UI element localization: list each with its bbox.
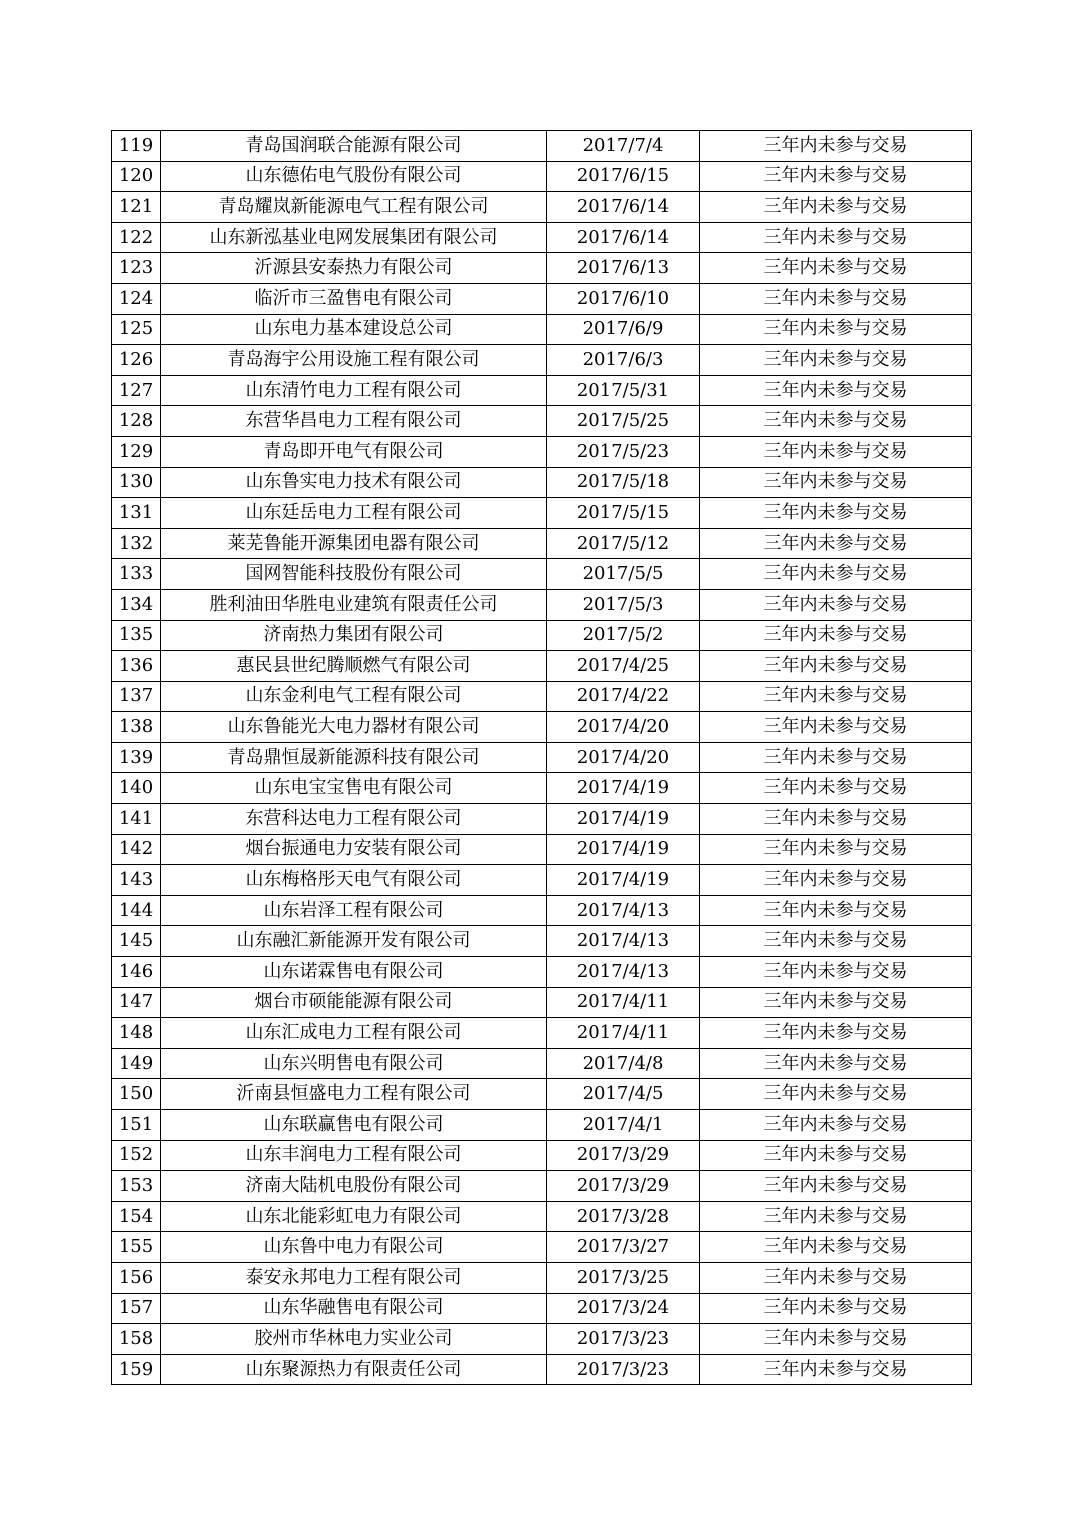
status-cell: 三年内未参与交易 [700,1354,972,1385]
status-cell: 三年内未参与交易 [700,1048,972,1079]
company-name-cell: 山东北能彩虹电力有限公司 [161,1201,547,1232]
date-cell: 2017/4/22 [547,681,700,712]
date-cell: 2017/4/13 [547,895,700,926]
status-cell: 三年内未参与交易 [700,589,972,620]
company-name-cell: 山东联赢售电有限公司 [161,1110,547,1141]
table-row [112,375,972,406]
row-number-cell: 157 [112,1293,161,1324]
status-cell: 三年内未参与交易 [700,345,972,376]
row-number-cell: 126 [112,345,161,376]
date-cell: 2017/5/31 [547,375,700,406]
company-name-cell: 山东兴明售电有限公司 [161,1048,547,1079]
company-name-cell: 山东德佑电气股份有限公司 [161,161,547,192]
company-name-cell: 山东华融售电有限公司 [161,1293,547,1324]
row-number-cell: 140 [112,773,161,804]
table-row [112,1171,972,1202]
status-cell: 三年内未参与交易 [700,1262,972,1293]
date-cell: 2017/6/15 [547,161,700,192]
status-cell: 三年内未参与交易 [700,283,972,314]
table-row [112,589,972,620]
status-cell: 三年内未参与交易 [700,375,972,406]
date-cell: 2017/4/11 [547,987,700,1018]
status-cell: 三年内未参与交易 [700,559,972,590]
date-cell: 2017/4/25 [547,651,700,682]
status-cell: 三年内未参与交易 [700,467,972,498]
row-number-cell: 146 [112,957,161,988]
table-row [112,987,972,1018]
date-cell: 2017/4/19 [547,834,700,865]
table-row [112,957,972,988]
table-row [112,712,972,743]
date-cell: 2017/6/13 [547,253,700,284]
company-name-cell: 胶州市华林电力实业公司 [161,1324,547,1355]
table-row [112,1140,972,1171]
table-row [112,559,972,590]
company-name-cell: 山东梅格彤天电气有限公司 [161,865,547,896]
status-cell: 三年内未参与交易 [700,222,972,253]
date-cell: 2017/4/20 [547,712,700,743]
status-cell: 三年内未参与交易 [700,436,972,467]
table-row [112,131,972,162]
status-cell: 三年内未参与交易 [700,1079,972,1110]
status-cell: 三年内未参与交易 [700,804,972,835]
table-row [112,742,972,773]
status-cell: 三年内未参与交易 [700,773,972,804]
row-number-cell: 145 [112,926,161,957]
table-row [112,1232,972,1263]
table-row [112,283,972,314]
row-number-cell: 132 [112,528,161,559]
row-number-cell: 151 [112,1110,161,1141]
date-cell: 2017/6/9 [547,314,700,345]
row-number-cell: 143 [112,865,161,896]
table-row [112,222,972,253]
company-name-cell: 青岛鼎恒晟新能源科技有限公司 [161,742,547,773]
row-number-cell: 131 [112,498,161,529]
row-number-cell: 154 [112,1201,161,1232]
status-cell: 三年内未参与交易 [700,314,972,345]
row-number-cell: 121 [112,192,161,223]
company-name-cell: 临沂市三盈售电有限公司 [161,283,547,314]
table-row [112,253,972,284]
row-number-cell: 144 [112,895,161,926]
company-name-cell: 惠民县世纪腾顺燃气有限公司 [161,651,547,682]
company-name-cell: 山东聚源热力有限责任公司 [161,1354,547,1385]
date-cell: 2017/4/20 [547,742,700,773]
date-cell: 2017/4/5 [547,1079,700,1110]
company-name-cell: 泰安永邦电力工程有限公司 [161,1262,547,1293]
row-number-cell: 138 [112,712,161,743]
row-number-cell: 136 [112,651,161,682]
status-cell: 三年内未参与交易 [700,1201,972,1232]
table-row [112,192,972,223]
row-number-cell: 150 [112,1079,161,1110]
company-name-cell: 济南大陆机电股份有限公司 [161,1171,547,1202]
company-name-cell: 烟台振通电力安装有限公司 [161,834,547,865]
company-name-cell: 山东廷岳电力工程有限公司 [161,498,547,529]
date-cell: 2017/5/25 [547,406,700,437]
table-row [112,467,972,498]
row-number-cell: 159 [112,1354,161,1385]
row-number-cell: 155 [112,1232,161,1263]
table-row [112,804,972,835]
status-cell: 三年内未参与交易 [700,131,972,162]
company-name-cell: 济南热力集团有限公司 [161,620,547,651]
table-body [112,131,972,1385]
status-cell: 三年内未参与交易 [700,1018,972,1049]
status-cell: 三年内未参与交易 [700,651,972,682]
status-cell: 三年内未参与交易 [700,987,972,1018]
date-cell: 2017/3/25 [547,1262,700,1293]
table-row [112,345,972,376]
date-cell: 2017/6/14 [547,222,700,253]
company-name-cell: 山东电宝宝售电有限公司 [161,773,547,804]
status-cell: 三年内未参与交易 [700,742,972,773]
status-cell: 三年内未参与交易 [700,865,972,896]
status-cell: 三年内未参与交易 [700,1140,972,1171]
row-number-cell: 156 [112,1262,161,1293]
table-row [112,1293,972,1324]
date-cell: 2017/6/10 [547,283,700,314]
company-name-cell: 山东汇成电力工程有限公司 [161,1018,547,1049]
row-number-cell: 158 [112,1324,161,1355]
row-number-cell: 135 [112,620,161,651]
date-cell: 2017/3/23 [547,1324,700,1355]
date-cell: 2017/6/14 [547,192,700,223]
date-cell: 2017/4/19 [547,804,700,835]
date-cell: 2017/3/28 [547,1201,700,1232]
table-row [112,895,972,926]
table-row [112,436,972,467]
status-cell: 三年内未参与交易 [700,528,972,559]
date-cell: 2017/4/8 [547,1048,700,1079]
table-row [112,528,972,559]
table-row [112,620,972,651]
row-number-cell: 141 [112,804,161,835]
status-cell: 三年内未参与交易 [700,498,972,529]
status-cell: 三年内未参与交易 [700,620,972,651]
row-number-cell: 130 [112,467,161,498]
date-cell: 2017/3/24 [547,1293,700,1324]
status-cell: 三年内未参与交易 [700,834,972,865]
row-number-cell: 128 [112,406,161,437]
company-name-cell: 青岛海宇公用设施工程有限公司 [161,345,547,376]
table-row [112,651,972,682]
company-name-cell: 山东新泓基业电网发展集团有限公司 [161,222,547,253]
row-number-cell: 120 [112,161,161,192]
company-name-cell: 山东岩泽工程有限公司 [161,895,547,926]
table-row [112,1110,972,1141]
company-name-cell: 山东金利电气工程有限公司 [161,681,547,712]
row-number-cell: 124 [112,283,161,314]
date-cell: 2017/4/19 [547,773,700,804]
company-name-cell: 胜利油田华胜电业建筑有限责任公司 [161,589,547,620]
status-cell: 三年内未参与交易 [700,1293,972,1324]
date-cell: 2017/7/4 [547,131,700,162]
row-number-cell: 142 [112,834,161,865]
table-row [112,1201,972,1232]
table-row [112,1018,972,1049]
row-number-cell: 125 [112,314,161,345]
table-row [112,161,972,192]
company-name-cell: 山东电力基本建设总公司 [161,314,547,345]
status-cell: 三年内未参与交易 [700,1232,972,1263]
status-cell: 三年内未参与交易 [700,1171,972,1202]
date-cell: 2017/3/27 [547,1232,700,1263]
row-number-cell: 152 [112,1140,161,1171]
company-name-cell: 山东鲁实电力技术有限公司 [161,467,547,498]
status-cell: 三年内未参与交易 [700,926,972,957]
status-cell: 三年内未参与交易 [700,1110,972,1141]
status-cell: 三年内未参与交易 [700,1324,972,1355]
row-number-cell: 149 [112,1048,161,1079]
company-name-cell: 山东融汇新能源开发有限公司 [161,926,547,957]
table-row [112,1324,972,1355]
table-row [112,773,972,804]
table-row [112,314,972,345]
date-cell: 2017/5/18 [547,467,700,498]
row-number-cell: 123 [112,253,161,284]
company-name-cell: 山东鲁能光大电力器材有限公司 [161,712,547,743]
company-name-cell: 莱芜鲁能开源集团电器有限公司 [161,528,547,559]
status-cell: 三年内未参与交易 [700,192,972,223]
row-number-cell: 127 [112,375,161,406]
status-cell: 三年内未参与交易 [700,681,972,712]
date-cell: 2017/3/29 [547,1140,700,1171]
date-cell: 2017/4/1 [547,1110,700,1141]
date-cell: 2017/5/5 [547,559,700,590]
company-name-cell: 东营科达电力工程有限公司 [161,804,547,835]
company-name-cell: 国网智能科技股份有限公司 [161,559,547,590]
row-number-cell: 122 [112,222,161,253]
date-cell: 2017/5/2 [547,620,700,651]
date-cell: 2017/4/13 [547,957,700,988]
date-cell: 2017/5/3 [547,589,700,620]
table-row [112,406,972,437]
table-row [112,834,972,865]
company-name-cell: 青岛耀岚新能源电气工程有限公司 [161,192,547,223]
table-row [112,681,972,712]
company-name-cell: 青岛即开电气有限公司 [161,436,547,467]
row-number-cell: 137 [112,681,161,712]
company-name-cell: 山东丰润电力工程有限公司 [161,1140,547,1171]
status-cell: 三年内未参与交易 [700,253,972,284]
company-name-cell: 沂南县恒盛电力工程有限公司 [161,1079,547,1110]
row-number-cell: 153 [112,1171,161,1202]
date-cell: 2017/4/13 [547,926,700,957]
table-row [112,1048,972,1079]
date-cell: 2017/3/23 [547,1354,700,1385]
date-cell: 2017/6/3 [547,345,700,376]
company-table [111,130,972,1385]
date-cell: 2017/4/19 [547,865,700,896]
row-number-cell: 139 [112,742,161,773]
date-cell: 2017/3/29 [547,1171,700,1202]
row-number-cell: 134 [112,589,161,620]
company-name-cell: 东营华昌电力工程有限公司 [161,406,547,437]
table-row [112,1079,972,1110]
status-cell: 三年内未参与交易 [700,712,972,743]
row-number-cell: 133 [112,559,161,590]
company-name-cell: 山东诺霖售电有限公司 [161,957,547,988]
table-row [112,926,972,957]
row-number-cell: 129 [112,436,161,467]
date-cell: 2017/5/15 [547,498,700,529]
company-name-cell: 烟台市硕能能源有限公司 [161,987,547,1018]
status-cell: 三年内未参与交易 [700,406,972,437]
status-cell: 三年内未参与交易 [700,895,972,926]
row-number-cell: 147 [112,987,161,1018]
row-number-cell: 119 [112,131,161,162]
table-row [112,498,972,529]
status-cell: 三年内未参与交易 [700,161,972,192]
date-cell: 2017/5/12 [547,528,700,559]
table-row [112,1262,972,1293]
company-name-cell: 山东清竹电力工程有限公司 [161,375,547,406]
company-name-cell: 山东鲁中电力有限公司 [161,1232,547,1263]
company-name-cell: 青岛国润联合能源有限公司 [161,131,547,162]
company-name-cell: 沂源县安泰热力有限公司 [161,253,547,284]
table-row [112,1354,972,1385]
date-cell: 2017/4/11 [547,1018,700,1049]
table-row [112,865,972,896]
row-number-cell: 148 [112,1018,161,1049]
status-cell: 三年内未参与交易 [700,957,972,988]
date-cell: 2017/5/23 [547,436,700,467]
